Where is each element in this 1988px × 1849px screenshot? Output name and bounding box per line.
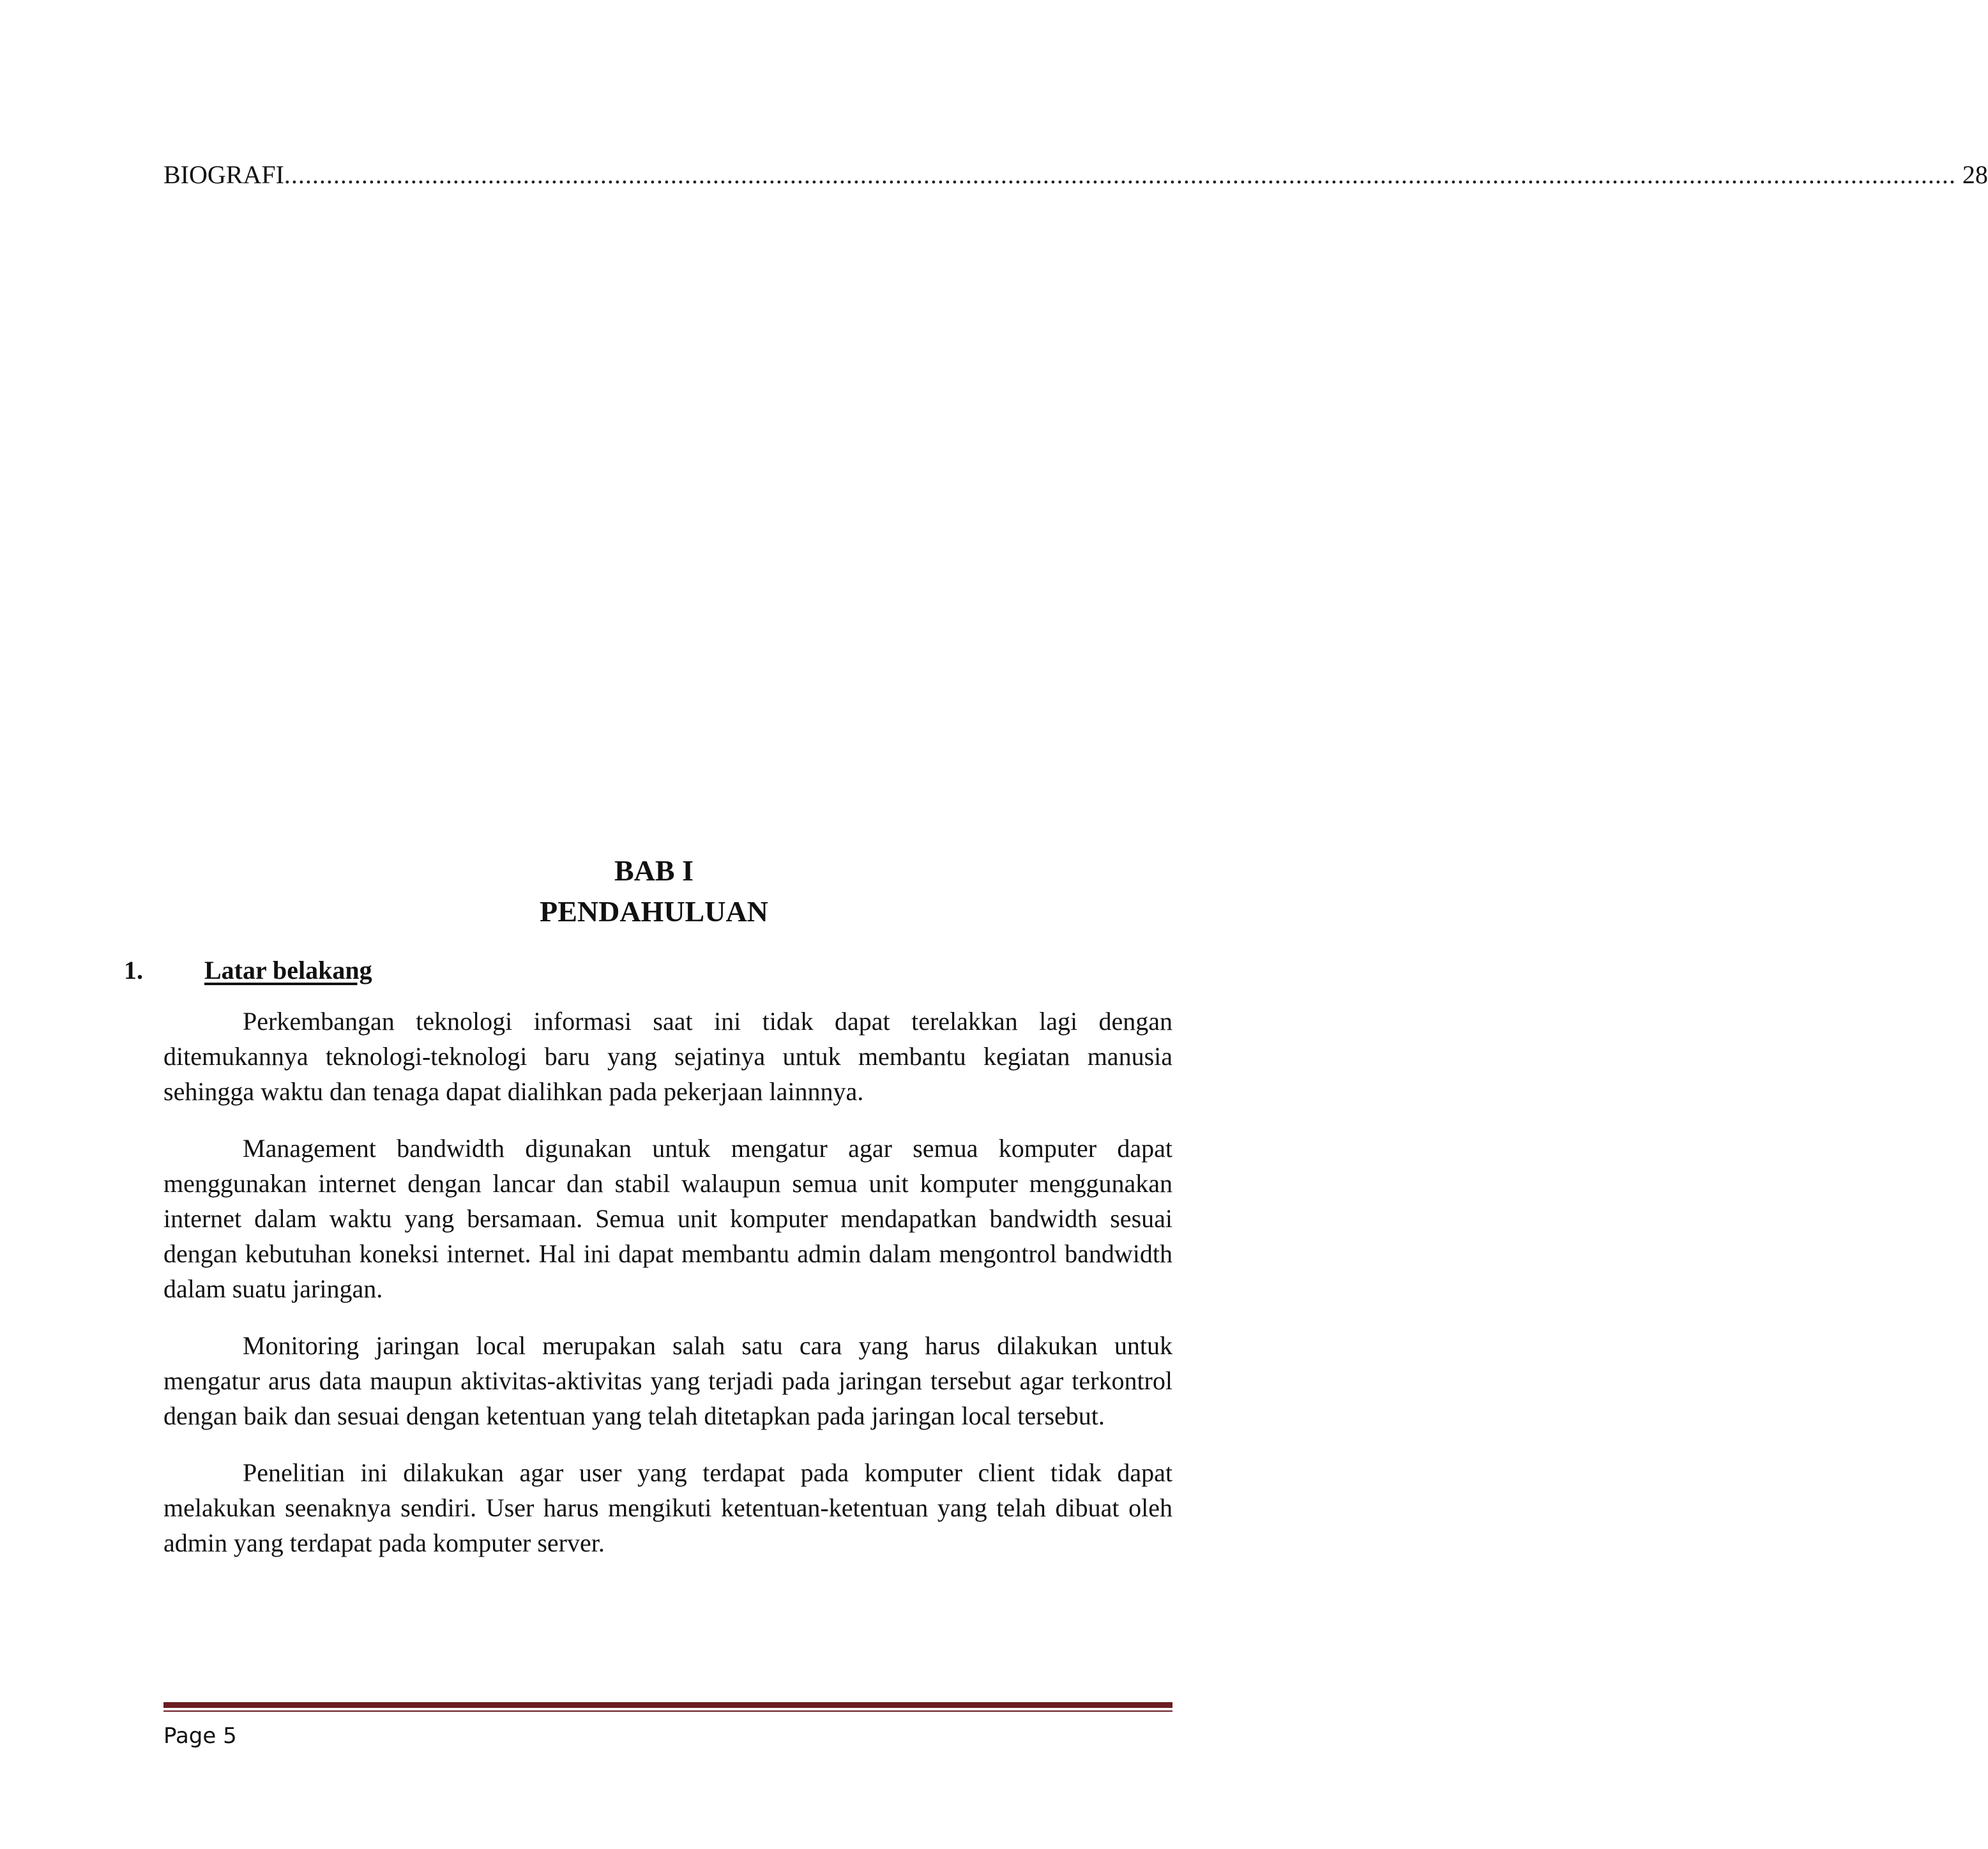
footer-rule-thin — [163, 1710, 1172, 1712]
chapter-title: PENDAHULUAN — [540, 895, 768, 928]
toc-entry-page-number: 28 — [1962, 160, 1988, 189]
section-heading — [124, 951, 372, 990]
toc-entry-label: BIOGRAFI — [163, 160, 284, 189]
toc-dot-leader: .............................................................................................................................................................................................................................................. — [284, 160, 1956, 189]
chapter-number: BAB I — [614, 854, 694, 887]
page-number-footer: Page 5 — [163, 1723, 237, 1749]
body-text — [163, 1004, 1172, 1582]
footer-rule-thick — [163, 1702, 1172, 1708]
section-number: 1. — [124, 956, 143, 985]
paragraph: Penelitian ini dilakukan agar user yang terdapat pada komputer client tidak dapat melakukan seenaknya sendiri. User harus mengikuti ketentuan-ketentuan yang telah dibuat oleh admin yang terdapat pada komputer server. — [163, 1458, 1172, 1557]
paragraph: Perkembangan teknologi informasi saat ini tidak dapat terelakkan lagi dengan ditemukannya teknologi-teknologi baru yang sejatinya untuk membantu kegiatan manusia sehingga waktu dan tenaga dapat dialihkan pada pekerjaan lainnnya. — [163, 1007, 1172, 1106]
paragraph: Monitoring jaringan local merupakan salah satu cara yang harus dilakukan untuk mengatur arus data maupun aktivitas-aktivitas yang terjadi pada jaringan tersebut agar terkontrol dengan baik dan sesuai dengan ketentuan yang telah ditetapkan pada jaringan local tersebut. — [163, 1331, 1172, 1430]
toc-entry-biografi — [163, 156, 1988, 194]
paragraph: Management bandwidth digunakan untuk mengatur agar semua komputer dapat menggunakan internet dengan lancar dan stabil walaupun semua unit komputer menggunakan internet dalam waktu yang bersamaan. Semua unit komputer mendapatkan bandwidth sesuai dengan kebutuhan koneksi internet. Hal ini dapat membantu admin dalam mengontrol bandwidth dalam suatu jaringan. — [163, 1134, 1172, 1303]
section-title: Latar belakang — [204, 956, 372, 985]
